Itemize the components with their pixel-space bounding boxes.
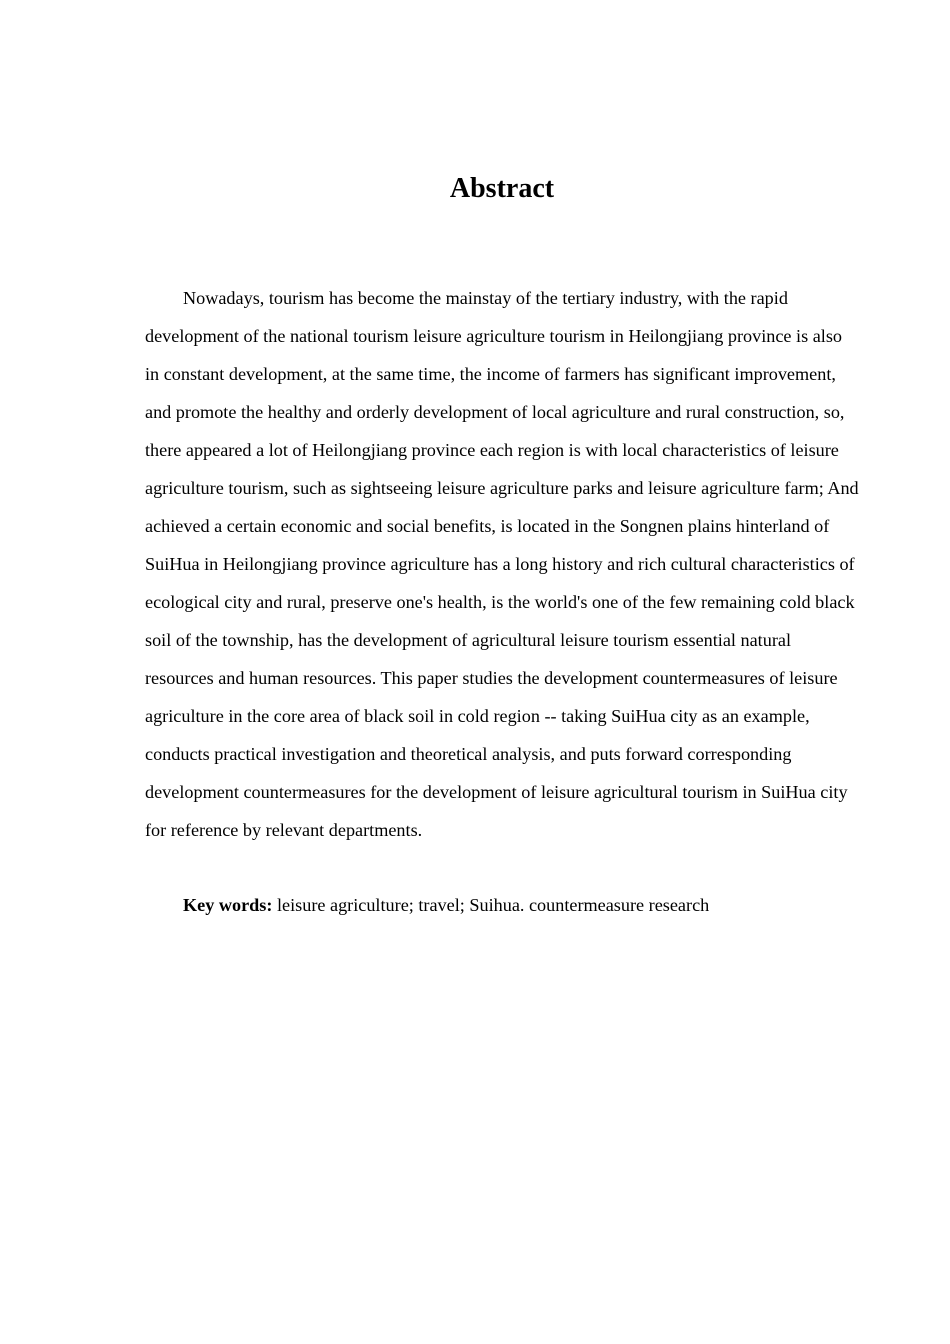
keywords-text: leisure agriculture; travel; Suihua. countermeasure research — [272, 895, 710, 915]
page-title: Abstract — [449, 173, 555, 204]
abstract-paragraph: Nowadays, tourism has become the mainstay of the tertiary industry, with the rapid development of the national tourism leisure agriculture tourism in Heilongjiang province is also in constant development, at the same time, the income of farmers has significant improvement, and promote the healthy and orderly development of local agriculture and rural construction, so, there appeared a lot of Heilongjiang province each region is with local characteristics of leisure agriculture tourism, such as sightseeing leisure agriculture parks and leisure agriculture farm; And achieved a certain economic and social benefits, is located in the Songnen plains hinterland of SuiHua in Heilongjiang province agriculture has a long history and rich cultural characteristics of ecological city and rural, preserve one's health, is the world's one of the few remaining cold black soil of the township, has the development of agricultural leisure tourism essential natural resources and human resources. This paper studies the development countermeasures of leisure agriculture in the core area of black soil in cold region -- taking SuiHua city as an example, conducts practical investigation and theoretical analysis, and puts forward corresponding development countermeasures for the development of leisure agricultural tourism in SuiHua city for reference by relevant departments. — [145, 288, 859, 840]
keywords-line — [145, 887, 859, 923]
keywords-label: Key words: — [183, 895, 273, 915]
